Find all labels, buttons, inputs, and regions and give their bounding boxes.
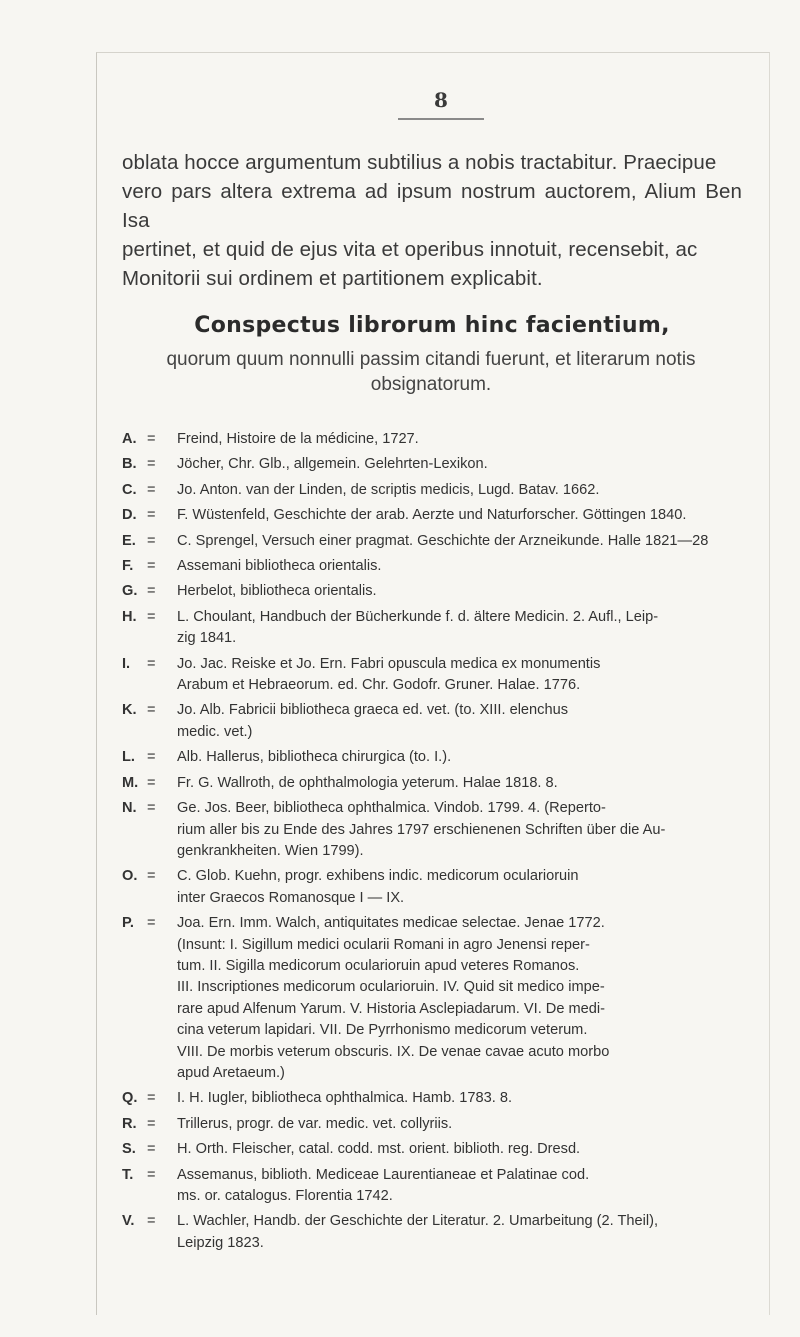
entry-text: [177, 429, 752, 450]
entry-text: [177, 1211, 752, 1254]
entry-line: cina veterum lapidari. VII. De Pyrrhonismo medicorum veterum.: [177, 1022, 588, 1039]
entry-line: H. Orth. Fleischer, catal. codd. mst. orient. biblioth. reg. Dresd.: [177, 1141, 581, 1158]
entry-equals: =: [147, 915, 156, 932]
entry-text: [177, 747, 752, 768]
entry-line: L. Choulant, Handbuch der Bücherkunde f. d. ältere Medicin. 2. Aufl., Leip-: [177, 608, 659, 625]
entry-equals: =: [147, 532, 156, 549]
entry-equals: =: [147, 1213, 156, 1230]
entry-line: III. Inscriptiones medicorum ocularioruin. IV. Quid sit medico impe-: [177, 979, 605, 996]
intro-paragraph: [122, 148, 742, 293]
entry-line: Alb. Hallerus, bibliotheca chirurgica (to. I.).: [177, 749, 452, 766]
entry-line: Joa. Ern. Imm. Walch, antiquitates medicae selectae. Jenae 1772.: [177, 915, 605, 932]
intro-line: Monitorii sui ordinem et partitionem explicabit.: [122, 267, 543, 290]
entry-siglum: O.: [122, 868, 138, 885]
entry-equals: =: [147, 749, 156, 766]
entry-line: Jöcher, Chr. Glb., allgemein. Gelehrten-Lexikon.: [177, 456, 488, 473]
entry-siglum: R.: [122, 1115, 137, 1132]
bibliography-entry: [122, 429, 752, 450]
entry-text: [177, 1165, 752, 1208]
entry-line: Jo. Anton. van der Linden, de scriptis medicis, Lugd. Batav. 1662.: [177, 481, 600, 498]
bibliography-entry: [122, 1211, 752, 1254]
entry-line: Trillerus, progr. de var. medic. vet. collyriis.: [177, 1115, 453, 1132]
entry-line: (Insunt: I. Sigillum medici ocularii Romani in agro Jenensi reper-: [177, 936, 590, 953]
intro-line: vero pars altera extrema ad ipsum nostrum auctorem, Alium Ben Isa: [122, 180, 742, 232]
subheading-line: obsignatorum.: [370, 374, 492, 395]
section-heading: Conspectus librorum hinc facientium,: [194, 313, 670, 338]
bibliography-entry: [122, 913, 752, 1084]
entry-text: [177, 773, 752, 794]
entry-text: [177, 607, 752, 650]
entry-line: genkrankheiten. Wien 1799).: [177, 842, 364, 859]
entry-equals: =: [147, 1141, 156, 1158]
entry-line: rare apud Alfenum Yarum. V. Historia Asclepiadarum. VI. De medi-: [177, 1000, 606, 1017]
entry-siglum: N.: [122, 800, 137, 817]
entry-line: rium aller bis zu Ende des Jahres 1797 erschienenen Schriften über die Au-: [177, 821, 666, 838]
entry-line: F. Wüstenfeld, Geschichte der arab. Aerzte und Naturforscher. Göttingen 1840.: [177, 507, 687, 524]
entry-text: [177, 480, 752, 501]
entry-siglum: L.: [122, 749, 135, 766]
entry-equals: =: [147, 481, 156, 498]
entry-line: L. Wachler, Handb. der Geschichte der Literatur. 2. Umarbeitung (2. Theil),: [177, 1213, 659, 1230]
entry-siglum: T.: [122, 1166, 134, 1183]
entry-line: tum. II. Sigilla medicorum ocularioruin apud veteres Romanos.: [177, 957, 580, 974]
entry-siglum: D.: [122, 507, 137, 524]
bibliography-entry: [122, 556, 752, 577]
entry-line: Freind, Histoire de la médicine, 1727.: [177, 431, 419, 447]
bibliography-list: [122, 429, 752, 1258]
page-number: 8: [434, 88, 448, 112]
entry-text: [177, 1139, 752, 1160]
bibliography-entry: [122, 700, 752, 743]
entry-siglum: S.: [122, 1141, 136, 1158]
section-subheading: [140, 347, 722, 397]
entry-siglum: V.: [122, 1213, 135, 1230]
entry-line: medic. vet.): [177, 723, 253, 740]
intro-line: pertinet, et quid de ejus vita et operibus innotuit, recensebit, ac: [122, 238, 698, 261]
entry-line: Herbelot, bibliotheca orientalis.: [177, 583, 377, 600]
entry-siglum: B.: [122, 456, 137, 473]
entry-text: [177, 913, 752, 1084]
entry-siglum: M.: [122, 774, 139, 791]
bibliography-entry: [122, 654, 752, 697]
entry-equals: =: [147, 1166, 156, 1183]
entry-equals: =: [147, 774, 156, 791]
bibliography-entry: [122, 1139, 752, 1160]
entry-siglum: H.: [122, 608, 137, 625]
entry-equals: =: [147, 1115, 156, 1132]
bibliography-entry: [122, 531, 752, 552]
entry-siglum: Q.: [122, 1090, 138, 1107]
entry-siglum: K.: [122, 702, 137, 719]
bibliography-entry: [122, 773, 752, 794]
entry-siglum: I.: [122, 655, 131, 672]
entry-equals: =: [147, 608, 156, 625]
entry-equals: =: [147, 800, 156, 817]
entry-siglum: G.: [122, 583, 138, 600]
entry-line: I. H. Iugler, bibliotheca ophthalmica. Hamb. 1783. 8.: [177, 1090, 513, 1107]
entry-line: Assemanus, biblioth. Mediceae Laurentianeae et Palatinae cod.: [177, 1166, 590, 1183]
bibliography-entry: [122, 1114, 752, 1135]
entry-line: Ge. Jos. Beer, bibliotheca ophthalmica. Vindob. 1799. 4. (Reperto-: [177, 800, 606, 817]
entry-line: Fr. G. Wallroth, de ophthalmologia yeterum. Halae 1818. 8.: [177, 774, 558, 791]
header-rule: [398, 118, 484, 120]
entry-text: [177, 798, 752, 862]
entry-line: Jo. Jac. Reiske et Jo. Ern. Fabri opuscula medica ex monumentis: [177, 655, 601, 672]
entry-line: Assemani bibliotheca orientalis.: [177, 558, 382, 575]
intro-line: oblata hocce argumentum subtilius a nobis tractabitur. Praecipue: [122, 151, 717, 174]
entry-equals: =: [147, 431, 156, 447]
entry-line: Arabum et Hebraeorum. ed. Chr. Godofr. Gruner. Halae. 1776.: [177, 677, 581, 694]
entry-siglum: P.: [122, 915, 134, 932]
entry-text: [177, 581, 752, 602]
entry-siglum: F.: [122, 558, 134, 575]
entry-text: [177, 700, 752, 743]
entry-line: zig 1841.: [177, 630, 237, 647]
bibliography-entry: [122, 1088, 752, 1109]
entry-equals: =: [147, 1090, 156, 1107]
entry-equals: =: [147, 702, 156, 719]
entry-equals: =: [147, 456, 156, 473]
entry-line: apud Aretaeum.): [177, 1064, 285, 1081]
entry-text: [177, 505, 752, 526]
entry-text: [177, 556, 752, 577]
bibliography-entry: [122, 505, 752, 526]
bibliography-entry: [122, 866, 752, 909]
entry-line: Leipzig 1823.: [177, 1234, 264, 1251]
entry-equals: =: [147, 655, 156, 672]
entry-text: [177, 1114, 752, 1135]
entry-siglum: C.: [122, 481, 137, 498]
entry-equals: =: [147, 583, 156, 600]
bibliography-entry: [122, 607, 752, 650]
entry-line: ms. or. catalogus. Florentia 1742.: [177, 1188, 393, 1204]
entry-equals: =: [147, 868, 156, 885]
bibliography-entry: [122, 1165, 752, 1208]
bibliography-entry: [122, 480, 752, 501]
bibliography-entry: [122, 454, 752, 475]
entry-text: [177, 531, 752, 552]
entry-text: [177, 866, 752, 909]
bibliography-entry: [122, 798, 752, 862]
entry-line: VIII. De morbis veterum obscuris. IX. De venae cavae acuto morbo: [177, 1043, 610, 1060]
bibliography-entry: [122, 581, 752, 602]
bibliography-entry: [122, 747, 752, 768]
entry-line: C. Sprengel, Versuch einer pragmat. Geschichte der Arzneikunde. Halle 1821—28: [177, 532, 709, 549]
entry-text: [177, 1088, 752, 1109]
entry-line: C. Glob. Kuehn, progr. exhibens indic. medicorum ocularioruin: [177, 868, 579, 885]
entry-siglum: E.: [122, 532, 136, 549]
entry-equals: =: [147, 558, 156, 575]
entry-siglum: A.: [122, 431, 137, 447]
entry-line: inter Graecos Romanosque I — IX.: [177, 889, 405, 906]
entry-equals: =: [147, 507, 156, 524]
entry-line: Jo. Alb. Fabricii bibliotheca graeca ed. vet. (to. XIII. elenchus: [177, 702, 568, 719]
entry-text: [177, 454, 752, 475]
subheading-line: quorum quum nonnulli passim citandi fuerunt, et literarum notis: [166, 349, 696, 370]
entry-text: [177, 654, 752, 697]
